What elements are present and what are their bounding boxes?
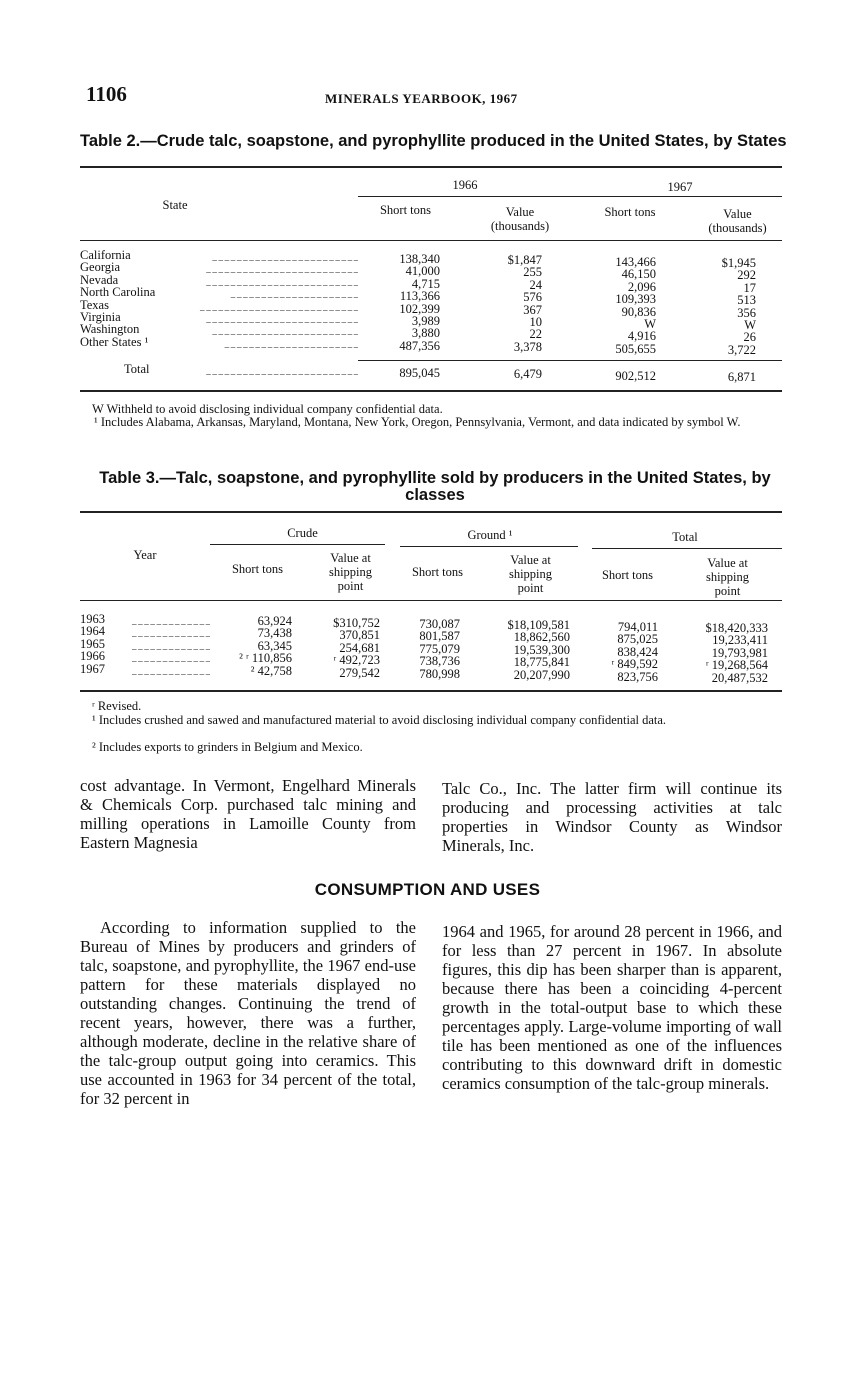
table-3-bottom-rule <box>80 690 782 692</box>
table-2-total-dots: _ _ _ _ _ _ _ _ _ _ _ _ _ _ _ _ _ _ _ _ _ _ _ _ _ <box>206 366 358 376</box>
table-3-crude-value-col: $310,752 370,851 254,681 ʳ 492,723 279,542 <box>333 616 380 680</box>
table-3-ground-value-col: $18,109,581 18,862,560 19,539,300 18,775,841 20,207,990 <box>507 618 570 682</box>
table-2-title: Table 2.—Crude talc, soapstone, and pyrophyllite produced in the United States, by States <box>80 132 787 150</box>
table-2-total-1967-tons: 902,512 <box>615 369 656 383</box>
table-3-ground-header: Ground ¹ <box>467 528 513 542</box>
table-3-ground-value: Value at shipping point <box>508 553 553 595</box>
table-2-short-tons-1966-col: 138,340 41,000 4,715 113,366 102,399 3,989 3,880 487,356 <box>399 252 440 353</box>
body-column-2: 1964 and 1965, for around 28 percent in 1966, and for less than 27 percent in 1967. In absolute figures, this dip has been sharper than is apparent, because there has been a coinciding 4-percent growth in the total-output base to which these percentages apply. Large-volume importing of wall tile has been mentioned as one of the influences contributing to this downward drift in domestic ceramics consumption of the talc-group minerals. <box>442 922 782 1093</box>
table-3-total-rule <box>592 548 782 549</box>
table-2-total-label: Total <box>124 362 150 376</box>
table-3-title: Table 3.—Talc, soapstone, and pyrophyllite sold by producers in the United States, by classes <box>99 469 771 504</box>
table-2-header-rule <box>80 240 782 241</box>
table-3-footnote-r: ʳ Revised. <box>92 699 142 713</box>
table-3-header-rule <box>80 600 782 601</box>
table-3-ground-short-tons: Short tons <box>411 565 464 579</box>
table-2-value-1967: Value (thousands) <box>708 207 767 235</box>
section-heading: CONSUMPTION AND USES <box>314 880 541 899</box>
table-3-crude-short-tons: Short tons <box>231 562 284 576</box>
table-2-state-header: State <box>162 198 188 212</box>
running-head: MINERALS YEARBOOK, 1967 <box>325 91 518 106</box>
table-2-year-rule <box>358 196 782 197</box>
table-2-short-tons-1967: Short tons <box>604 205 656 219</box>
table-2-value-1967-col: $1,945 292 17 513 356 W 26 3,722 <box>721 256 756 357</box>
table-2-leader-dots: _ _ _ _ _ _ _ _ _ _ _ _ _ _ _ _ _ _ _ _ _ _ _ _ _ _ _ _ _ _ _ _ _ _ _ _ _ _ _ _ _ _ _ _ _ _ _ _ _ _ _ _ _ _ _ _ _ _ _ _ _ _ _ _ _ _ _ _ _ _ _ _ _ _ _ _ _ _ _ _ _ _ _ _ _ _ _ _ _ _ _ _ _ _ _ _ _ _ _ _ _ _ _ _ _ _ _ _ _ _ _ _ _ _ _ _ _ _ _ _ _ _ _ _ _ _ _ _ _ _ _ _ _ _ _ _ _ _ _ _ _ _ _ _ _ _ _ _ _ _ _ _ _ _ _ _ _ _ _ _ _ _ _ _ _ _ _ _ _ _ _ _ _ _ _ _ _ _ _ _ _ _ _ _ _ _ _ _ _ _ _ _ <box>200 252 358 349</box>
table-2-total-1966-tons: 895,045 <box>399 366 440 380</box>
table-2-total-1966-value: 6,479 <box>513 367 542 381</box>
table-2-short-tons-1966: Short tons <box>379 203 432 217</box>
table-2-value-1966-col: $1,847 255 24 576 367 10 22 3,378 <box>507 253 542 354</box>
table-3-year-header: Year <box>133 548 157 562</box>
table-3-crude-rule <box>210 544 385 545</box>
table-2-total-1967-value: 6,871 <box>727 370 756 384</box>
table-3-ground-rule <box>400 546 578 547</box>
table-2-year-1966: 1966 <box>452 178 478 192</box>
table-3-total-value: Value at shipping point <box>705 556 750 598</box>
body-column-1-top: cost advantage. In Vermont, Engelhard Minerals & Chemicals Corp. purchased talc mining and milling operations in Lamoille County from Eastern Magnesia <box>80 776 416 852</box>
table-2-footnote-w: W Withheld to avoid disclosing individual company confidential data. <box>92 402 443 416</box>
table-3-total-short-tons: Short tons <box>601 568 654 582</box>
table-2-total-rule <box>358 360 782 361</box>
table-3-crude-value: Value at shipping point <box>328 551 373 593</box>
table-3-total-value-col: $18,420,333 19,233,411 19,793,981 ʳ 19,268,564 20,487,532 <box>705 621 768 685</box>
table-2-footnote-1: ¹ Includes Alabama, Arkansas, Maryland, Montana, New York, Oregon, Pennsylvania, Vermont, and data indicated by symbol W. <box>94 415 741 429</box>
table-2-year-1967: 1967 <box>667 180 693 194</box>
table-3-crude-tons-col: 63,924 73,438 63,345 ² ʳ 110,856 ² 42,758 <box>239 614 292 678</box>
table-3-total-tons-col: 794,011 875,025 838,424 ʳ 849,592 823,756 <box>611 620 658 684</box>
table-3-leader-dots: _ _ _ _ _ _ _ _ _ _ _ _ _ _ _ _ _ _ _ _ _ _ _ _ _ _ _ _ _ _ _ _ _ _ _ _ _ _ _ _ _ _ _ _ _ _ _ _ _ _ _ _ _ _ _ _ _ _ _ _ _ _ _ _ _ <box>131 616 210 676</box>
table-3-top-rule <box>80 511 782 513</box>
page-number: 1106 <box>86 82 127 106</box>
table-3-ground-tons-col: 730,087 801,587 775,079 738,736 780,998 <box>419 617 460 681</box>
table-3-total-header: Total <box>672 530 698 544</box>
body-column-1: According to information supplied to the Bureau of Mines by producers and grinders of talc, soapstone, and pyrophyllite, the 1967 end-use pattern for these materials displayed no outstanding changes. Continuing the trend of recent years, however, there was a further, although moderate, decline in the relative share of the talc-group output going into ceramics. This use accounted in 1963 for 34 percent of the total, for 32 percent in <box>80 918 416 1108</box>
table-3-footnote-2: ² Includes exports to grinders in Belgium and Mexico. <box>92 740 363 754</box>
table-2-top-rule <box>80 166 782 168</box>
table-3-footnote-1: ¹ Includes crushed and sawed and manufactured material to avoid disclosing individual company confidential data. <box>92 713 667 727</box>
table-2-bottom-rule <box>80 390 782 392</box>
table-2-short-tons-1967-col: 143,466 46,150 2,096 109,393 90,836 W 4,916 505,655 <box>615 255 656 356</box>
table-3-years: 1963 1964 1965 1966 1967 <box>80 612 105 676</box>
body-column-2-top: Talc Co., Inc. The latter firm will continue its producing and processing activities at talc properties in Windsor County as Windsor Minerals, Inc. <box>442 779 782 855</box>
table-3-crude-header: Crude <box>287 526 318 540</box>
table-2-state-names: California Georgia Nevada North Carolina Texas Virginia Washington Other States ¹ <box>80 248 156 349</box>
table-2-value-1966: Value (thousands) <box>490 205 550 233</box>
